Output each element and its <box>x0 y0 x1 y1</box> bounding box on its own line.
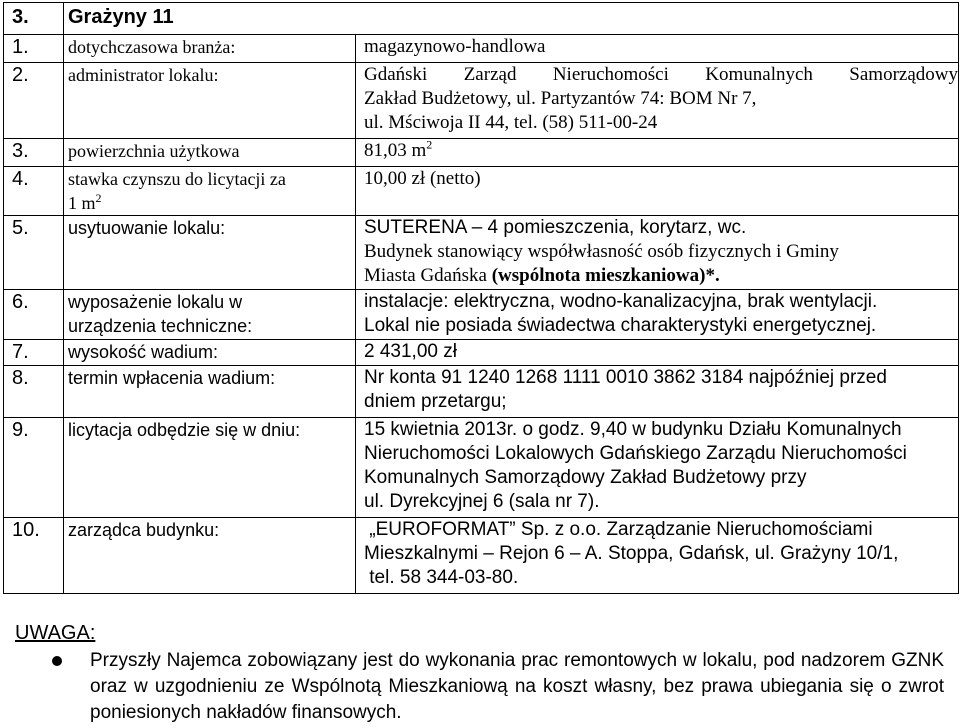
row-label: usytuowanie lokalu: <box>64 216 356 290</box>
row-label: administrator lokalu: <box>64 63 356 139</box>
value-line: Mieszkalnymi – Rejon 6 – A. Stoppa, Gdańsk, ul. Grażyny 10/1, <box>364 543 899 564</box>
row-label <box>64 290 356 340</box>
value-line: Nieruchomości Lokalowych Gdańskiego Zarządu Nieruchomości <box>364 443 907 464</box>
table-row <box>4 139 959 167</box>
table-row <box>4 167 959 216</box>
value-line: „EUROFORMAT” Sp. z o.o. Zarządzanie Nieruchomościami <box>364 519 873 540</box>
row-number: 7. <box>4 340 64 366</box>
value-line: dniem przetargu; <box>364 391 507 412</box>
row-number: 1. <box>4 35 64 63</box>
property-details-table <box>3 2 959 594</box>
row-value: magazynowo-handlowa <box>356 35 959 63</box>
label-unit-exponent: 2 <box>95 191 102 205</box>
row-number: 5. <box>4 216 64 290</box>
label-line-2 <box>68 191 355 215</box>
row-value <box>356 290 959 340</box>
row-label <box>64 167 356 216</box>
row-label: dotychczasowa branża: <box>64 35 356 63</box>
row-value <box>356 418 959 518</box>
row-value: 2 431,00 zł <box>356 340 959 366</box>
area-value: 81,03 m <box>364 140 427 161</box>
label-unit: 1 m <box>68 193 96 213</box>
value-line: instalacje: elektryczna, wodno-kanalizacyjna, brak wentylacji. <box>364 291 878 312</box>
row-number: 3. <box>4 139 64 167</box>
value-line: SUTERENA – 4 pomieszczenia, korytarz, wc. <box>364 217 747 238</box>
table-row <box>4 35 959 63</box>
bullet-icon <box>52 656 62 666</box>
row-label: wysokość wadium: <box>64 340 356 366</box>
row-number: 10. <box>4 518 64 594</box>
value-line: 15 kwietnia 2013r. o godz. 9,40 w budynku Działu Komunalnych <box>364 419 902 440</box>
row-number: 4. <box>4 167 64 216</box>
value-line: ul. Dyrekcyjnej 6 (sala nr 7). <box>364 491 600 512</box>
row-value <box>356 216 959 290</box>
table-row <box>4 366 959 418</box>
row-value <box>356 63 959 139</box>
value-line: Nr konta 91 1240 1268 1111 0010 3862 3184 najpóźniej przed <box>364 367 887 388</box>
note-heading: UWAGA: <box>15 622 96 644</box>
header-title: Grażyny 11 <box>64 3 959 35</box>
header-number: 3. <box>4 3 64 35</box>
header-row <box>4 3 959 35</box>
row-label: zarządca budynku: <box>64 518 356 594</box>
note-text: Przyszły Najemca zobowiązany jest do wykonania prac remontowych w lokalu, pod nadzorem GZNK oraz w uzgodnieniu ze Wspólnotą Mieszkaniową na koszt własny, bez prawa ubiegania się o zwrot poniesionych nakładów finansowych. <box>90 650 944 723</box>
value-line: Budynek stanowiący współwłasność osób fizycznych i Gminy <box>364 241 839 262</box>
row-number: 2. <box>4 63 64 139</box>
table-row <box>4 290 959 340</box>
row-value: 10,00 zł (netto) <box>356 167 959 216</box>
table-row <box>4 518 959 594</box>
label-line: wyposażenie lokalu w <box>68 292 243 312</box>
value-line: Komunalnych Samorządowy Zakład Budżetowy przy <box>364 467 807 488</box>
row-value <box>356 139 959 167</box>
value-line: tel. 58 344-03-80. <box>364 567 519 588</box>
row-number: 6. <box>4 290 64 340</box>
row-label: termin wpłacenia wadium: <box>64 366 356 418</box>
row-value <box>356 518 959 594</box>
table-row <box>4 216 959 290</box>
label-line: urządzenia techniczne: <box>68 316 253 336</box>
value-line: ul. Mściwoja II 44, tel. (58) 511-00-24 <box>364 112 658 133</box>
value-line: Zakład Budżetowy, ul. Partyzantów 74: BOM Nr 7, <box>364 88 757 109</box>
value-line: Lokal nie posiada świadectwa charakterystyki energetycznej. <box>364 315 877 336</box>
table-row <box>4 63 959 139</box>
value-line: Gdański Zarząd Nieruchomości Komunalnych Samorządowy <box>364 64 958 85</box>
row-value <box>356 366 959 418</box>
row-label: powierzchnia użytkowa <box>64 139 356 167</box>
table-row <box>4 340 959 366</box>
label-line: stawka czynszu do licytacji za <box>68 169 286 189</box>
value-bold: (wspólnota mieszkaniowa)*. <box>491 265 720 286</box>
value-text: Miasta Gdańska <box>364 265 492 286</box>
area-unit-exponent: 2 <box>426 137 433 152</box>
value-line <box>364 264 958 288</box>
row-number: 9. <box>4 418 64 518</box>
row-label: licytacja odbędzie się w dniu: <box>64 418 356 518</box>
table-row <box>4 418 959 518</box>
row-number: 8. <box>4 366 64 418</box>
